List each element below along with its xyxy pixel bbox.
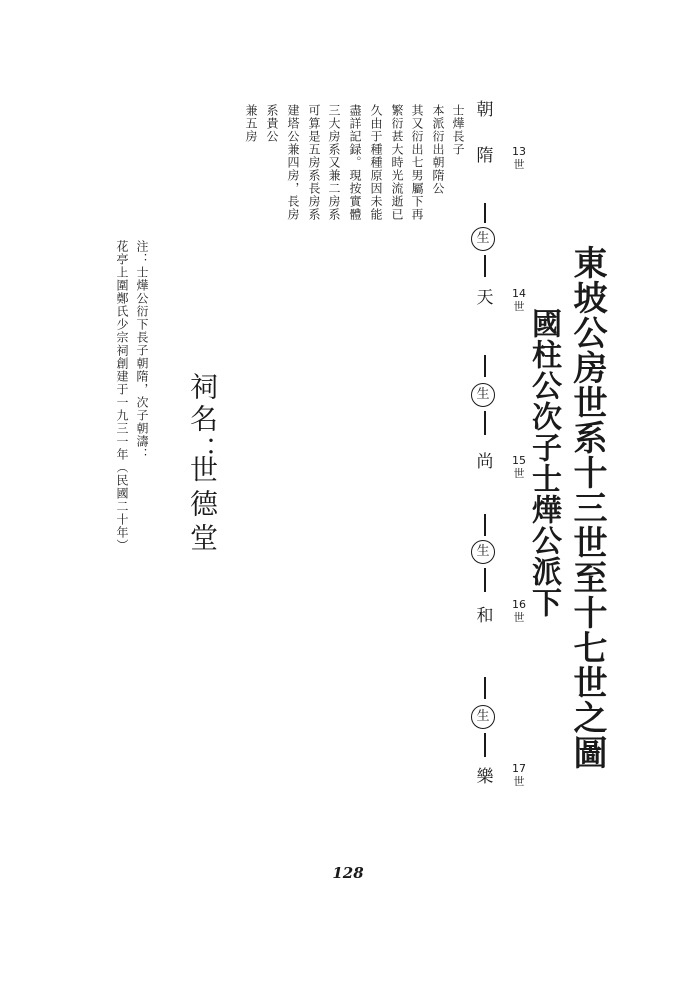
page-title: 東坡公房世系十三世至十七世之圖 — [567, 245, 607, 770]
lineage-line — [484, 514, 486, 536]
hall-name: 世德堂 — [186, 455, 219, 557]
footnote: 注：士燁公衍下長子朝隋，次子朝濤： — [135, 240, 149, 461]
lineage-line — [484, 677, 486, 699]
lineage-note: 其又衍出七男屬下再 — [410, 104, 424, 221]
lineage-line — [484, 203, 486, 223]
generation-label: 14 世 — [512, 287, 526, 313]
lineage-note: 建塔公兼四房，長房 — [286, 104, 300, 221]
sheng-connector: 生 — [471, 227, 495, 251]
generation-label: 15 世 — [512, 454, 526, 480]
lineage-line — [484, 411, 486, 435]
lineage-note: 士燁長子 — [451, 104, 465, 156]
ancestor-name-chaosui: 朝 隋 — [476, 100, 494, 166]
lineage-line — [484, 355, 486, 377]
descendant-name: 天 — [476, 288, 494, 308]
descendant-name: 和 — [476, 606, 494, 626]
lineage-note: 盡詳記録。現按實體 — [348, 104, 362, 221]
lineage-note: 繁衍甚大時光流逝已 — [390, 104, 404, 221]
lineage-note: 可算是五房系長房系 — [307, 104, 321, 221]
lineage-line — [484, 568, 486, 592]
sheng-connector: 生 — [471, 383, 495, 407]
generation-label: 16 世 — [512, 598, 526, 624]
page-subtitle: 國柱公次子士燁公派下 — [526, 308, 561, 618]
lineage-note: 本派衍出朝隋公 — [431, 104, 445, 195]
lineage-line — [484, 733, 486, 757]
page-number: 128 — [332, 864, 364, 882]
hall-label: 祠名： — [186, 372, 219, 468]
lineage-line — [484, 255, 486, 277]
footnote: 花亭上圍鄭氏少宗祠創建于一九三一年（民國二十年） — [115, 240, 129, 552]
lineage-note: 三大房系又兼二房系 — [327, 104, 341, 221]
generation-label: 17 世 — [512, 762, 526, 788]
descendant-name: 樂 — [476, 767, 494, 787]
sheng-connector: 生 — [471, 540, 495, 564]
sheng-connector: 生 — [471, 705, 495, 729]
lineage-note: 兼五房 — [244, 104, 258, 143]
descendant-name: 尚 — [476, 452, 494, 472]
lineage-note: 久由于種種原因未能 — [369, 104, 383, 221]
generation-label: 13 世 — [512, 145, 526, 171]
lineage-note: 系貴公 — [265, 104, 279, 143]
